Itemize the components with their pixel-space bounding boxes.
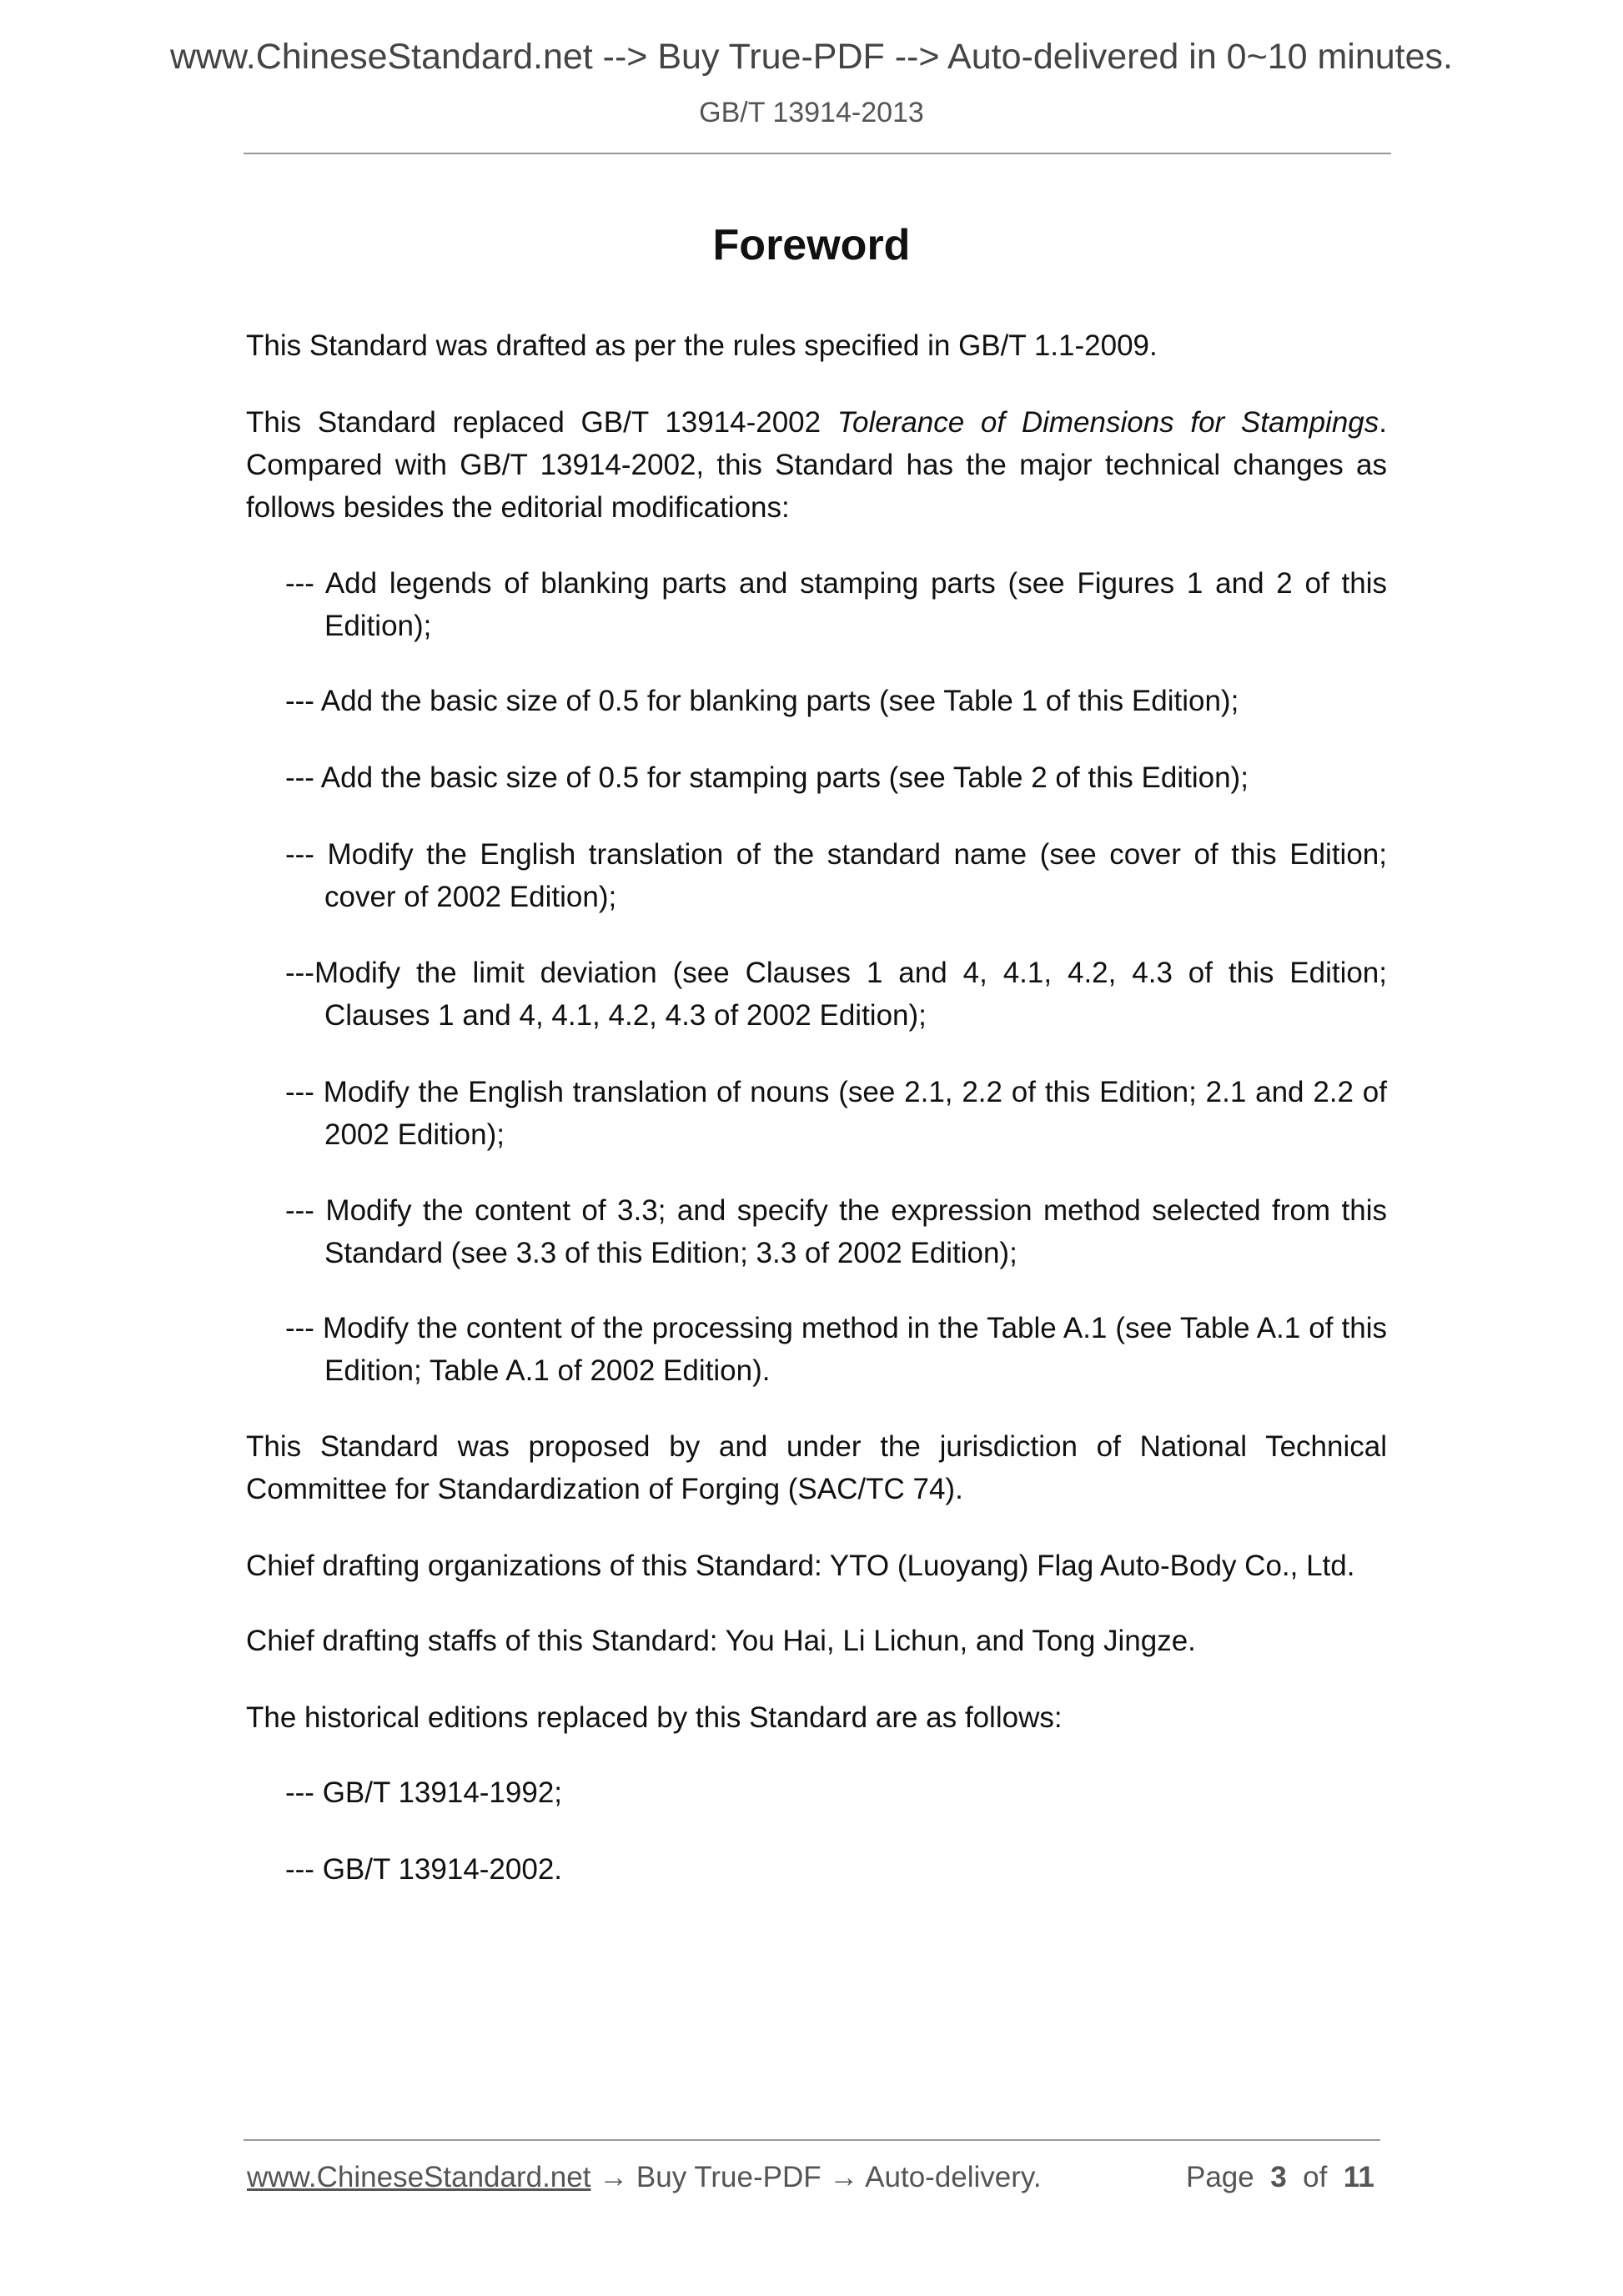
paragraph-replacement: [246, 401, 1387, 529]
paragraph-historical: The historical editions replaced by this Standard are as follows:: [246, 1701, 1063, 1734]
list-item: --- Add the basic size of 0.5 for stamping parts (see Table 2 of this Edition);: [285, 761, 1249, 794]
footer-text: → Buy True-PDF → Auto-delivery.: [590, 2161, 1042, 2193]
total-pages: 11: [1343, 2161, 1374, 2193]
replaced-standard-title: Tolerance of Dimensions for Stampings: [837, 406, 1379, 439]
page-number: [1186, 2161, 1374, 2194]
page-title: Foreword: [712, 221, 911, 269]
paragraph-drafting-rules: This Standard was drafted as per the rules specified in GB/T 1.1-2009.: [246, 329, 1158, 362]
footer-left: [247, 2161, 1042, 2194]
list-item: --- GB/T 13914-2002.: [285, 1853, 563, 1886]
footer-divider: [244, 2139, 1380, 2141]
list-item: --- Add the basic size of 0.5 for blanking parts (see Table 1 of this Edition);: [285, 685, 1239, 717]
list-item: --- Modify the English translation of nouns (see 2.1, 2.2 of this Edition; 2.1 and 2.2 of 2002 Edition);: [285, 1076, 1387, 1151]
paragraph-organizations: Chief drafting organizations of this Standard: YTO (Luoyang) Flag Auto-Body Co., Ltd.: [246, 1550, 1355, 1582]
paragraph-staffs: Chief drafting staffs of this Standard: You Hai, Li Lichun, and Tong Jingze.: [246, 1625, 1196, 1657]
list-item: ---Modify the limit deviation (see Clauses 1 and 4, 4.1, 4.2, 4.3 of this Edition; Clauses 1 and 4, 4.1, 4.2, 4.3 of 2002 Edition);: [285, 957, 1387, 1032]
current-page: 3: [1270, 2161, 1287, 2193]
document-id: GB/T 13914-2013: [699, 97, 924, 128]
footer-link[interactable]: www.ChineseStandard.net: [247, 2161, 591, 2193]
replacement-text: This Standard replaced GB/T 13914-2002: [246, 406, 837, 439]
paragraph-jurisdiction: This Standard was proposed by and under the jurisdiction of National Technical Committee for Standardization of Forging (SAC/TC 74).: [246, 1430, 1387, 1505]
of-label: of: [1303, 2161, 1328, 2193]
list-item: --- Modify the content of the processing method in the Table A.1 (see Table A.1 of this Edition; Table A.1 of 2002 Edition).: [285, 1312, 1387, 1387]
list-item: --- Modify the English translation of the standard name (see cover of this Edition; cover of 2002 Edition);: [285, 838, 1387, 913]
list-item: --- Add legends of blanking parts and stamping parts (see Figures 1 and 2 of this Edition);: [285, 567, 1387, 642]
page-label: Page: [1186, 2161, 1254, 2193]
replacement-text-cont: . Compared with GB/T 13914-2002, this Standard has the major technical changes as follows besides the editorial modifications:: [246, 406, 1388, 524]
list-item: --- GB/T 13914-1992;: [285, 1776, 563, 1809]
list-item: --- Modify the content of 3.3; and specify the expression method selected from this Standard (see 3.3 of this Edition; 3.3 of 2002 Edition);: [285, 1194, 1387, 1269]
header-divider: [244, 153, 1391, 154]
header-banner: www.ChineseStandard.net --> Buy True-PDF --> Auto-delivered in 0~10 minutes.: [169, 37, 1453, 77]
